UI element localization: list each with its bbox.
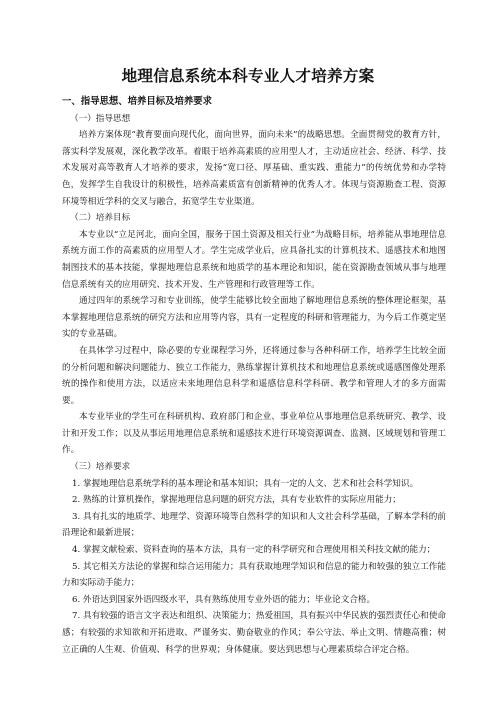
section-heading-1: 一、指导思想、培养目标及培养要求 — [62, 96, 213, 107]
paragraph-objectives-4: 本专业毕业的学生可在科研机构、政府部门和企业、事业单位从事地理信息系统研究、教学、设计和开发工作；以及从事运用地理信息系统和遥感技术进行环境资源调查、监测、区域规划和管理工作。 — [62, 412, 446, 456]
subsection-heading-guiding-ideology: （一）指导思想 — [70, 113, 131, 124]
requirement-item-6: 6. 外语达到国家外语四级水平，具有熟练使用专业外语的能力；毕业论文合格。 — [72, 594, 376, 605]
requirement-item-7: 7. 具有较强的语言文字表达和组织、决策能力；热爱祖国，具有振兴中华民族的强烈责任心和使命感；有较强的求知欲和开拓进取、严谨务实、勤奋敬业的作风；奉公守法、举止文明、情趣高雅；树立正确的人生观、价值观、科学的世界观；身体健康。要达到思想与心理素质综合评定合格。 — [62, 611, 446, 655]
paragraph-objectives-2: 通过四年的系统学习和专业训练，使学生能够比较全面地了解地理信息系统的整体理论框架，基本掌握地理信息系统的研究方法和应用等内容，具有一定程度的科研和管理能力，为今后工作奠定坚实的专业基础。 — [62, 296, 446, 340]
requirement-item-4: 4. 掌握文献检索、资料查询的基本方法，具有一定的科学研究和合理使用相关科技文献的能力； — [72, 545, 436, 556]
subsection-heading-training-objectives: （二）培养目标 — [70, 213, 131, 224]
paragraph-objectives-3: 在具体学习过程中，除必要的专业课程学习外，还将通过参与各种科研工作，培养学生比较全面的分析问题和解决问题能力、独立工作能力，熟练掌握计算机技术和地理信息系统或遥感图像处理系统的操作和使用方法，以适应未来地理信息科学和遥感信息科学科研、教学和管理人才的多方面需要。 — [62, 345, 446, 406]
paragraph-guiding-ideology: 培养方案体现“教育要面向现代化，面向世界，面向未来”的战略思想。全面贯彻党的教育方针，落实科学发展观，深化教学改革。着眼于培养高素质的应用型人才，主动适应社会、经济、科学、技术发展对高等教育人才培养的要求，发扬“宽口径、厚基础、重实践、重能力”的传统优势和办学特色，发挥学生自我设计的积极性，培养高素质富有创新精神的优秀人才。体现与资源勘查工程、资源环境等相近学科的交叉与融合，拓宽学生专业渠道。 — [62, 130, 446, 207]
requirement-item-5: 5. 其它相关方法论的掌握和综合运用能力；具有获取地理学知识和信息的能力和较强的独立工作能力和实际动手能力； — [62, 561, 446, 589]
paragraph-objectives-1: 本专业以“立足河北，面向全国，服务于国土资源及相关行业”为战略目标，培养能从事地理信息系统方面工作的高素质的应用型人才。学生完成学业后，应具备扎实的计算机技术、遥感技术和地图制图技术的基本技能，掌握地理信息系统和地质学的基本理论和知识，能在资源勘查领域从事与地理信息系统有关的应用研究、技术开发、生产管理和行政管理等工作。 — [62, 229, 446, 290]
document-title: 地理信息系统本科专业人才培养方案 — [121, 67, 375, 85]
requirement-item-2: 2. 熟练的计算机操作，掌握地理信息问题的研究方法，具有专业软件的实际应用能力； — [72, 495, 401, 506]
requirement-item-1: 1. 掌握地理信息系统学科的基本理论和基本知识；具有一定的人文、艺术和社会科学知识。 — [72, 478, 419, 489]
subsection-heading-training-requirements: （三）培养要求 — [70, 462, 131, 473]
requirement-item-3: 3. 具有扎实的地质学、地理学、资源环境等自然科学的知识和人文社会科学基础，了解本学科的前沿理论和最新进展； — [62, 511, 446, 539]
document-body — [62, 94, 446, 658]
